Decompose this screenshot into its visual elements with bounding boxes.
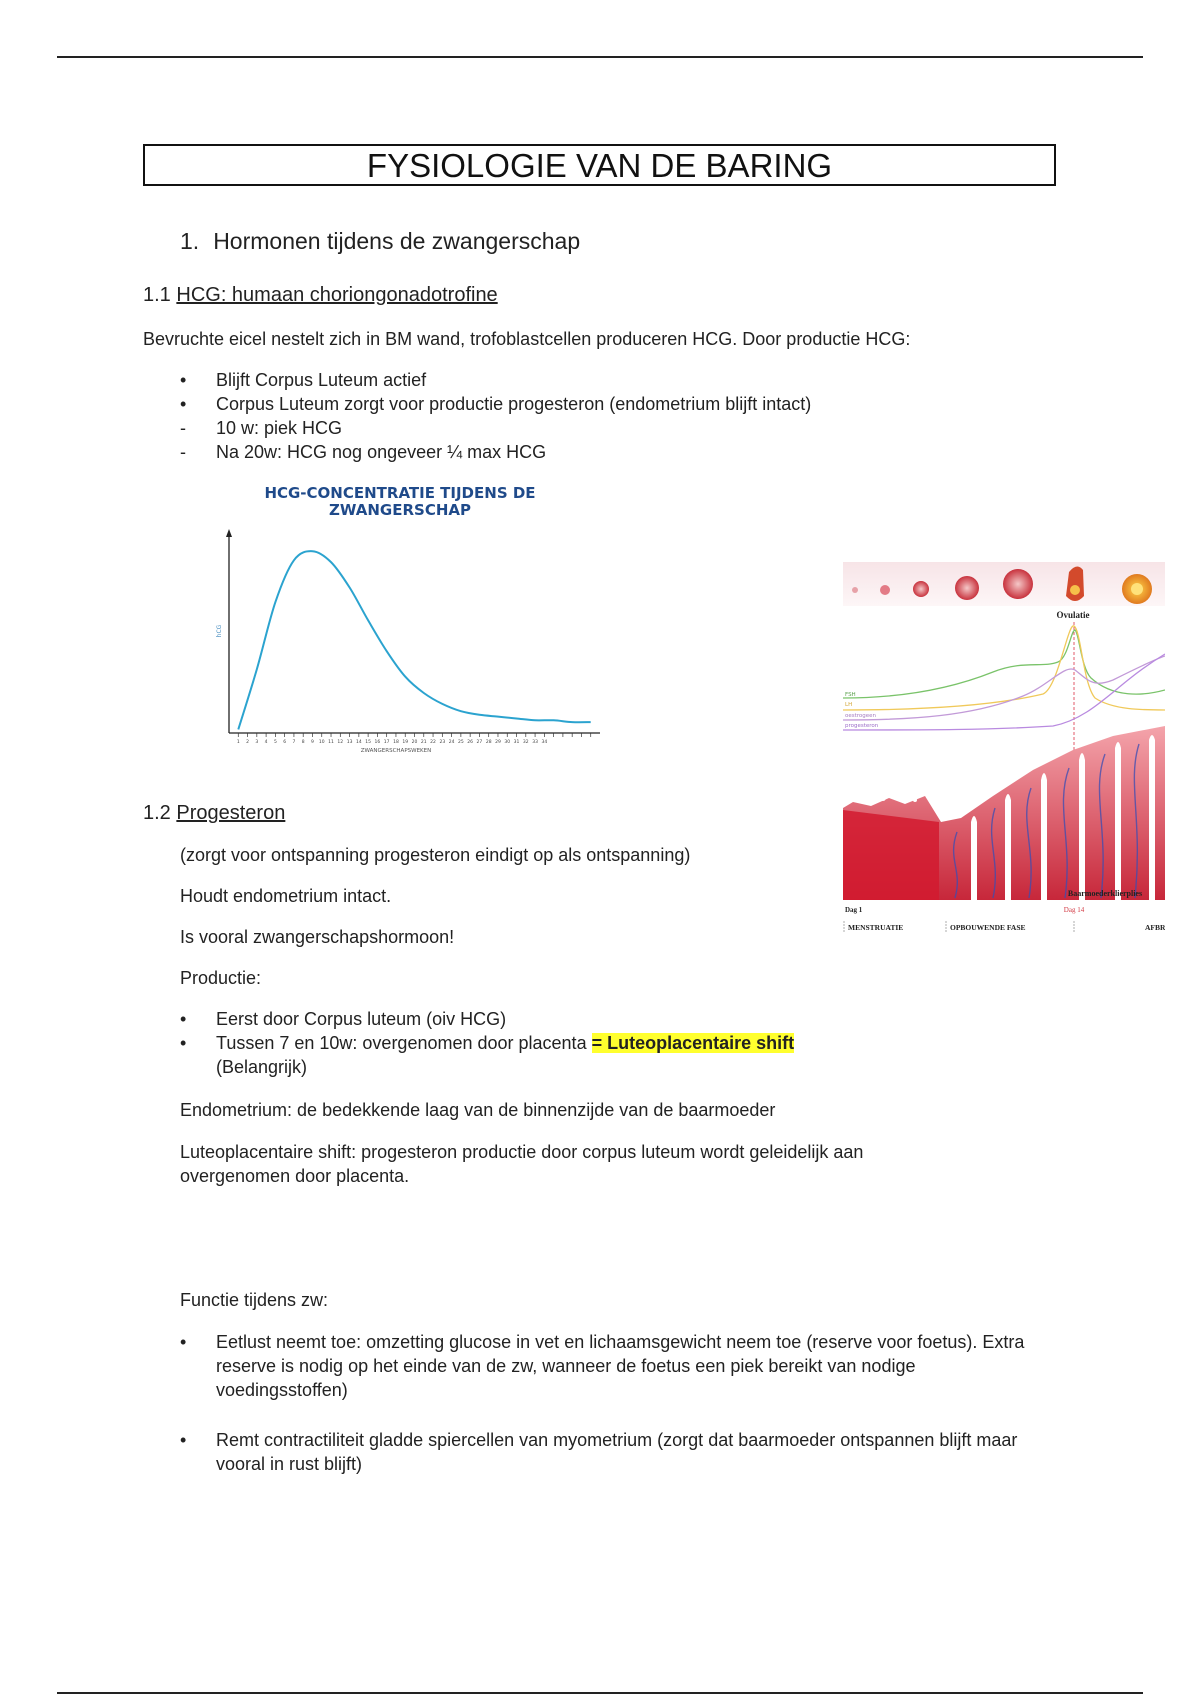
section-title: Hormonen tijdens de zwangerschap: [213, 228, 581, 254]
x-tick-label: 13: [346, 740, 353, 745]
progesteron-number: 1.2: [143, 802, 171, 824]
hcg-intro: Bevruchte eicel nestelt zich in BM wand, trofoblastcellen produceren HCG. Door productie HCG:: [143, 329, 911, 349]
y-axis-arrow: [226, 529, 232, 537]
shift-definition: Luteoplacentaire shift: progesteron productie door corpus luteum wordt geleidelijk aan overgenomen door placenta.: [180, 1142, 864, 1186]
hcg-chart-svg: [210, 485, 610, 755]
cycle-svg: [843, 560, 1165, 940]
fsh-curve: [843, 630, 1165, 698]
series-line-hcg: [238, 551, 590, 729]
progesteron-line1: Houdt endometrium intact.: [180, 886, 392, 906]
x-tick-label: 8: [301, 740, 305, 745]
x-tick-label: 11: [328, 740, 334, 745]
x-tick-label: 1: [236, 740, 240, 745]
x-tick-label: 15: [365, 740, 371, 745]
ovulation-label: Ovulatie: [1056, 610, 1090, 620]
x-tick-label: 25: [458, 740, 464, 745]
x-tick-label: 19: [402, 740, 409, 745]
progesteron-title: Progesteron: [176, 802, 286, 824]
endometrium-definition: Endometrium: de bedekkende laag van de binnenzijde van de baarmoeder: [180, 1100, 776, 1120]
x-axis-label: ZWANGERSCHAPSWEKEN: [360, 748, 432, 754]
progesteron-note: (zorgt voor ontspanning progesteron eindigt op als ontspanning): [180, 845, 691, 865]
oestrogen-curve: [843, 656, 1165, 720]
follicle-icon: [913, 581, 929, 597]
list-item: • Eetlust neemt toe: omzetting glucose in vet en lichaamsgewicht neem toe (reserve voor foetus). Extra reserve is nodig op het einde van de zw, wanneer de foetus een piek bereikt van nodige voedingsstoffen): [180, 1332, 1025, 1400]
function-list: [180, 1330, 1030, 1476]
progesteron-line2: Is vooral zwangerschapshormoon!: [180, 927, 455, 947]
list-item: - Na 20w: HCG nog ongeveer ¼ max HCG: [180, 442, 547, 462]
follicle-icon: [852, 587, 858, 593]
x-tick-label: 34: [541, 740, 548, 745]
x-tick-label: 24: [448, 740, 455, 745]
hcg-list: [180, 368, 940, 464]
follicle-icon: [880, 585, 890, 595]
x-tick-label: 27: [476, 740, 483, 745]
x-tick-label: 18: [393, 740, 399, 745]
x-tick-label: 23: [439, 740, 446, 745]
production-label: Productie:: [180, 968, 262, 988]
list-item: • Blijft Corpus Luteum actief: [180, 370, 427, 390]
x-tick-label: 33: [532, 740, 538, 745]
x-tick-label: 29: [495, 740, 501, 745]
phase-menstruation: MENSTRUATIE: [848, 923, 904, 932]
hcg-heading: [143, 284, 498, 307]
list-item: • Tussen 7 en 10w: overgenomen door placenta = Luteoplacentaire shift (Belangrijk): [180, 1033, 795, 1077]
list-item: • Corpus Luteum zorgt voor productie progesteron (endometrium blijft intact): [180, 394, 812, 414]
list-item: • Remt contractiliteit gladde spiercellen van myometrium (zorgt dat baarmoeder ontspannen blijft maar vooral in rust blijft): [180, 1430, 1018, 1474]
x-tick-label: 14: [355, 740, 362, 745]
list-item: • Eerst door Corpus luteum (oiv HCG): [180, 1009, 507, 1029]
x-tick-label: 22: [430, 740, 436, 745]
day1-label: Dag 1: [845, 906, 863, 914]
x-tick-label: 12: [337, 740, 344, 745]
x-tick-label: 32: [522, 740, 529, 745]
x-tick-label: 6: [283, 740, 287, 745]
menstruation-blood: [843, 810, 939, 900]
section-number: 1.: [180, 228, 200, 254]
x-tick-label: 9: [311, 740, 314, 745]
hcg-number: 1.1: [143, 284, 171, 306]
x-tick-label: 26: [467, 740, 474, 745]
x-tick-label: 28: [485, 740, 492, 745]
hcg-chart: [210, 485, 610, 755]
x-tick-label: 5: [273, 740, 277, 745]
phase-breakdown: AFBR: [1145, 923, 1165, 932]
x-tick-label: 16: [374, 740, 381, 745]
cycle-figure: [843, 560, 1165, 940]
lh-label: LH: [845, 702, 853, 708]
x-tick-label: 30: [504, 740, 511, 745]
phase-build-up: OPBOUWENDE FASE: [950, 923, 1026, 932]
function-label: Functie tijdens zw:: [180, 1290, 329, 1310]
highlight-luteoplacentaire-shift: = Luteoplacentaire shift: [591, 1033, 795, 1053]
x-tick-label: 10: [318, 740, 325, 745]
list-item: - 10 w: piek HCG: [180, 418, 343, 438]
production-list: [180, 1007, 940, 1079]
x-tick-label: 20: [411, 740, 418, 745]
follicle-icon: [955, 576, 979, 600]
follicle-icon: [1003, 569, 1033, 599]
y-axis-label: hCG: [216, 624, 223, 638]
x-tick-label: 17: [383, 740, 390, 745]
progesteron-heading: [143, 802, 285, 825]
important-note: (Belangrijk): [216, 1057, 308, 1077]
x-tick-label: 7: [292, 740, 296, 745]
glands-label: Baarmoederklierplies: [1067, 889, 1143, 898]
x-tick-label: 2: [246, 740, 249, 745]
x-ticks: [237, 733, 591, 745]
bottom-rule: [57, 1692, 1143, 1694]
fsh-label: FSH: [845, 692, 856, 698]
oestrogen-label: oestrogeen: [845, 713, 877, 719]
day14-label: Dag 14: [1063, 906, 1085, 914]
page-title: FYSIOLOGIE VAN DE BARING: [143, 144, 1056, 186]
x-tick-label: 21: [420, 740, 427, 745]
chart-title: HCG-CONCENTRATIE TIJDENS DE ZWANGERSCHAP: [264, 484, 536, 519]
progesterone-label: progesteron: [845, 723, 879, 729]
x-tick-label: 3: [255, 740, 259, 745]
section-heading: [180, 228, 580, 255]
x-tick-label: 4: [264, 740, 268, 745]
hcg-title: HCG: humaan choriongonadotrofine: [176, 284, 498, 306]
top-rule: [57, 56, 1143, 58]
x-tick-label: 31: [513, 740, 520, 745]
